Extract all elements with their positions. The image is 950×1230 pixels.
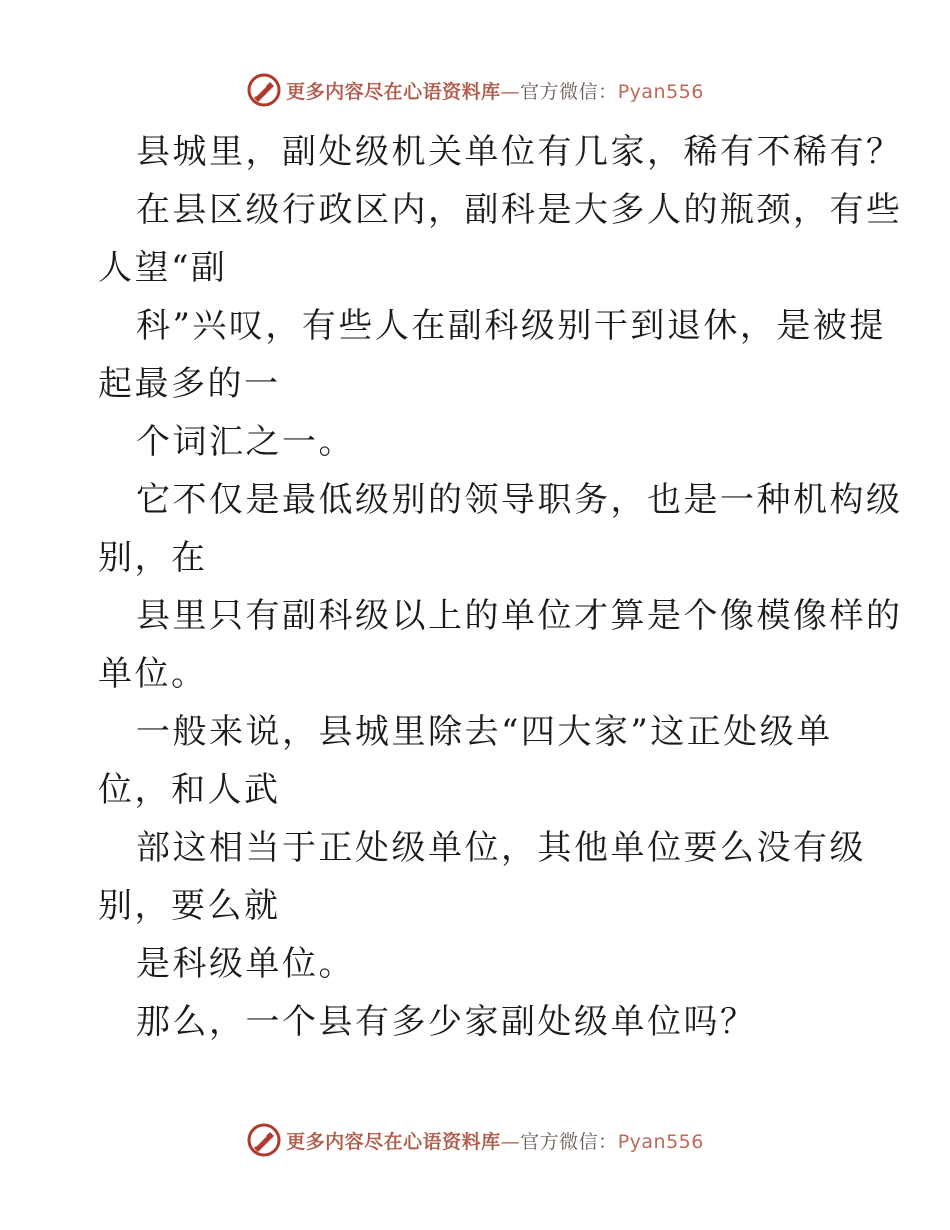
text-line: 那么，一个县有多少家副处级单位吗？	[136, 1002, 757, 1042]
banner-label: 官方微信：	[520, 80, 618, 103]
text-line: 它不仅是最低级别的领导职务，也是一种机构级	[136, 480, 903, 520]
banner-wechat-id: Pyan556	[617, 1130, 704, 1153]
banner-main-text: 更多内容尽在心语资料库	[286, 80, 501, 103]
text-line: 县城里，副处级机关单位有几家，稀有不稀有？	[136, 132, 903, 172]
banner-text	[286, 1127, 704, 1154]
text-line: 在县区级行政区内，副科是大多人的瓶颈，有些	[136, 190, 903, 230]
pen-logo-icon	[246, 72, 282, 108]
banner-dash: —	[500, 80, 521, 103]
text-line: 位，和人武	[98, 770, 281, 810]
pen-logo-icon	[246, 1122, 282, 1158]
footer-banner	[0, 1120, 950, 1160]
text-line: 县里只有副科级以上的单位才算是个像模像样的	[136, 596, 903, 636]
banner-text	[286, 77, 704, 104]
text-line: 别，在	[98, 538, 208, 578]
text-line: 是科级单位。	[136, 944, 355, 984]
text-line: 一般来说，县城里除去“四大家”这正处级单	[136, 712, 833, 752]
text-line: 部这相当于正处级单位，其他单位要么没有级	[136, 828, 866, 868]
banner-wechat-id: Pyan556	[617, 80, 704, 103]
text-line: 个词汇之一。	[136, 422, 355, 462]
text-line: 别，要么就	[98, 886, 281, 926]
text-line: 科”兴叹，有些人在副科级别干到退休，是被提	[136, 306, 886, 346]
text-line: 人望“副	[98, 248, 228, 288]
document-body	[98, 123, 903, 1051]
text-line: 单位。	[98, 654, 208, 694]
text-line: 起最多的一	[98, 364, 281, 404]
banner-label: 官方微信：	[520, 1130, 618, 1153]
banner-main-text: 更多内容尽在心语资料库	[286, 1130, 501, 1153]
header-banner	[0, 70, 950, 110]
banner-dash: —	[500, 1130, 521, 1153]
